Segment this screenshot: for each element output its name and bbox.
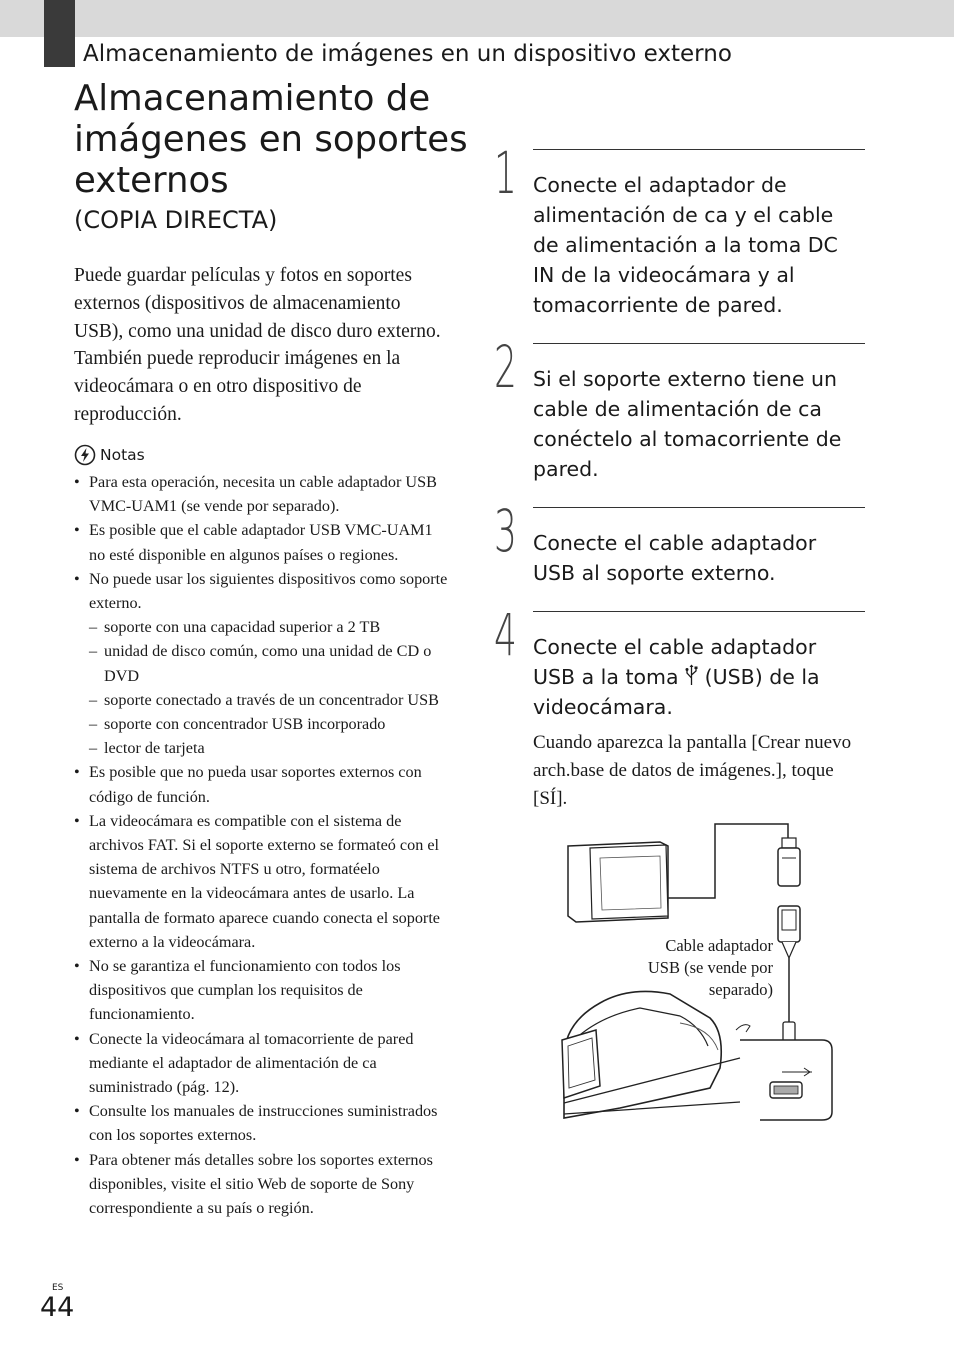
note-item: • Conecte la videocámara al tomacorriente de pared mediante el adaptador de alimentación de ca suministrado (pág. 12). <box>74 1027 450 1100</box>
step-number-2: 2 <box>494 333 517 401</box>
usb-adapter-female <box>778 906 800 958</box>
step-text-2: Si el soporte externo tiene un cable de alimentación de ca conéctelo al tomacorriente de pared. <box>533 367 842 481</box>
step-text-4-part-a: Conecte el cable adaptador USB a la toma <box>533 635 817 689</box>
step-text-1: Conecte el adaptador de alimentación de ca y el cable de alimentación a la toma DC IN de la videocámara y al tomacorriente de pared. <box>533 173 838 317</box>
step-number-3: 3 <box>494 497 517 565</box>
top-band <box>0 0 954 37</box>
notes-heading <box>74 444 145 466</box>
notes-heading-label: Notas <box>100 446 145 464</box>
step-text-4 <box>533 632 858 722</box>
step-text-4-part-b: (USB) de la videocámara. <box>533 665 820 719</box>
cable-label: Cable adaptador USB (se vende por separado) <box>647 936 773 999</box>
step-text-3: Conecte el cable adaptador USB al soporte externo. <box>533 531 817 585</box>
usb-trident-icon <box>685 664 698 686</box>
note-sub-item: – soporte conectado a través de un concentrador USB <box>74 688 450 712</box>
page-number: 44 <box>40 1292 75 1323</box>
camcorder-illustration <box>562 991 750 1118</box>
step-divider <box>533 343 865 344</box>
note-sub-item: – unidad de disco común, como una unidad de CD o DVD <box>74 639 450 687</box>
intro-paragraph: Puede guardar películas y fotos en soportes externos (dispositivos de almacenamiento USB), como una unidad de disco duro externo. También puede reproducir imágenes en la videocámara o en otro dispositivo de reproducción. <box>74 265 441 425</box>
note-item: • Es posible que el cable adaptador USB VMC-UAM1 no esté disponible en algunos países o regiones. <box>74 518 450 566</box>
note-item: • Consulte los manuales de instrucciones suministrados con los soportes externos. <box>74 1099 450 1147</box>
external-drive-illustration <box>568 842 668 922</box>
section-tab <box>44 0 75 67</box>
note-sub-item: – lector de tarjeta <box>74 736 450 760</box>
note-item: • La videocámara es compatible con el sistema de archivos FAT. Si el soporte externo se formateó con el sistema de archivos NTFS u otro, formatéelo nuevamente en la videocámara antes de usarlo. La pantalla de formato aparece cuando conecta el soporte externo a la videocámara. <box>74 809 450 954</box>
drive-cable <box>668 824 788 898</box>
page-language: ES <box>52 1283 64 1293</box>
section-header: Almacenamiento de imágenes en un dispositivo externo <box>83 41 732 67</box>
step-4-subtext: Cuando aparezca la pantalla [Crear nuevo arch.base de datos de imágenes.], toque [SÍ]. <box>533 732 852 809</box>
usb-plug-top <box>778 838 800 886</box>
step-divider <box>533 611 865 612</box>
step-number-1: 1 <box>494 139 517 207</box>
page-subtitle: (COPIA DIRECTA) <box>74 206 278 234</box>
notes-lightning-icon <box>74 444 96 466</box>
note-item: • No se garantiza el funcionamiento con todos los dispositivos que cumplan los requisitos de funcionamiento. <box>74 954 450 1027</box>
page-title: Almacenamiento de imágenes en soportes externos <box>74 78 468 201</box>
step-divider <box>533 507 865 508</box>
note-item: • Es posible que no pueda usar soportes externos con código de función. <box>74 760 450 808</box>
note-item: • Para obtener más detalles sobre los soportes externos disponibles, visite el sitio Web de soporte de Sony correspondiente a su país o región. <box>74 1148 450 1221</box>
note-item: • Para esta operación, necesita un cable adaptador USB VMC-UAM1 (se vende por separado). <box>74 470 450 518</box>
note-sub-item: – soporte con concentrador USB incorporado <box>74 712 450 736</box>
step-divider <box>533 149 865 150</box>
step-number-4: 4 <box>494 601 517 669</box>
note-item: • No puede usar los siguientes dispositivos como soporte externo. <box>74 567 450 615</box>
notes-list <box>74 470 450 1220</box>
note-sub-item: – soporte con una capacidad superior a 2 TB <box>74 615 450 639</box>
